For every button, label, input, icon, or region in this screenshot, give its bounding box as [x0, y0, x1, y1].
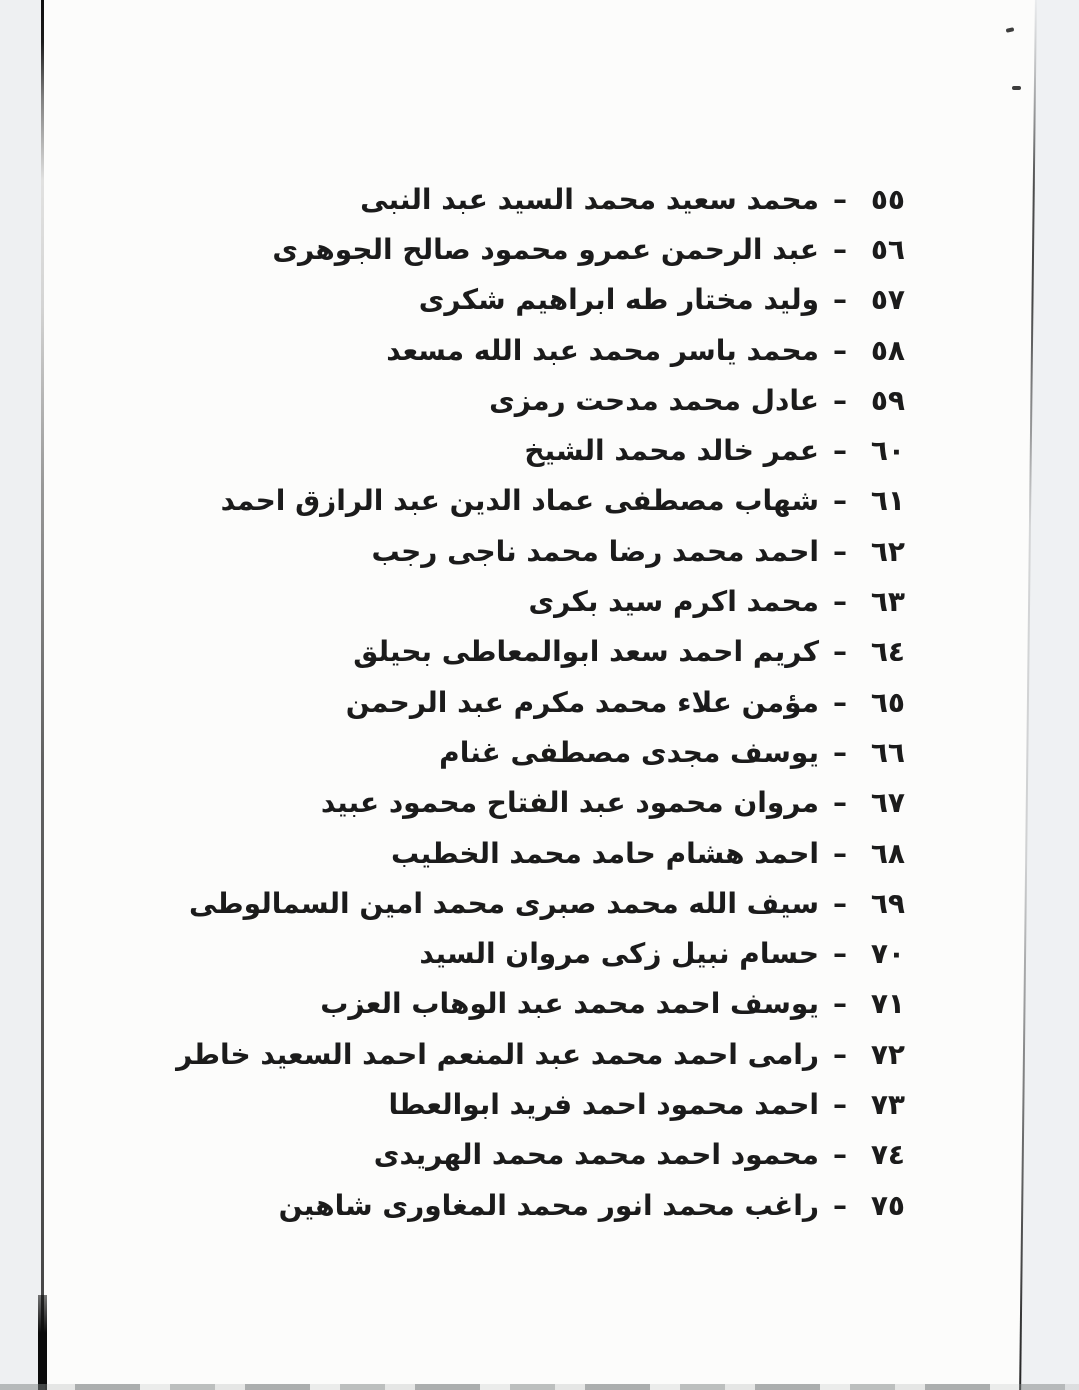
- entry-separator: –: [833, 484, 847, 518]
- list-item: [55, 224, 905, 274]
- list-item: [55, 174, 905, 224]
- entry-name: شهاب مصطفى عماد الدين عبد الرازق احمد: [220, 484, 819, 518]
- scan-speck: [1006, 27, 1015, 33]
- entry-number: ٦٨: [870, 836, 905, 870]
- entry-name: محمد سعيد محمد السيد عبد النبى: [360, 182, 819, 216]
- list-item: [55, 375, 905, 425]
- entry-separator: –: [833, 434, 847, 468]
- entry-number: ٦٠: [870, 434, 905, 468]
- entry-name: يوسف احمد محمد عبد الوهاب العزب: [320, 987, 819, 1021]
- entry-name: مؤمن علاء محمد مكرم عبد الرحمن: [345, 685, 819, 719]
- list-item: [55, 627, 905, 677]
- entry-number: ٧٣: [870, 1087, 905, 1121]
- entry-separator: –: [833, 383, 847, 417]
- entry-number: ٧١: [870, 987, 905, 1021]
- entry-number: ٦٩: [870, 886, 905, 920]
- list-item: [55, 275, 905, 325]
- entry-name: محمود احمد محمد محمد الهريدى: [373, 1138, 819, 1172]
- entry-name: محمد اكرم سيد بكرى: [528, 585, 819, 619]
- list-item: [55, 727, 905, 777]
- entry-number: ٦٢: [870, 534, 905, 568]
- entry-separator: –: [833, 1087, 847, 1121]
- entry-separator: –: [833, 786, 847, 820]
- list-item: [55, 979, 905, 1029]
- entry-name: احمد محمود احمد فريد ابوالعطا: [388, 1087, 819, 1121]
- entry-name: عمر خالد محمد الشيخ: [524, 434, 819, 468]
- list-item: [55, 828, 905, 878]
- entry-number: ٥٧: [870, 283, 905, 317]
- entry-separator: –: [833, 333, 847, 367]
- list-item: [55, 1029, 905, 1079]
- entry-number: ٧٢: [870, 1037, 905, 1071]
- entry-separator: –: [833, 1188, 847, 1222]
- entry-number: ٥٦: [870, 232, 905, 266]
- page-edge-line-left: [41, 0, 44, 1390]
- entry-name: سيف الله محمد صبرى محمد امين السمالوطى: [188, 886, 819, 920]
- entry-name: عبد الرحمن عمرو محمود صالح الجوهرى: [272, 232, 819, 266]
- entry-separator: –: [833, 635, 847, 669]
- entry-number: ٧٠: [870, 937, 905, 971]
- entry-separator: –: [833, 1037, 847, 1071]
- entry-number: ٥٩: [870, 383, 905, 417]
- entry-name: محمد ياسر محمد عبد الله مسعد: [386, 333, 819, 367]
- entry-name: احمد محمد رضا محمد ناجى رجب: [371, 534, 819, 568]
- list-item: [55, 476, 905, 526]
- scanner-margin-right: [1019, 0, 1079, 1390]
- entry-number: ٦٣: [870, 585, 905, 619]
- list-item: [55, 576, 905, 626]
- list-item: [55, 526, 905, 576]
- page-edge-line-right: [1019, 0, 1037, 1390]
- entry-separator: –: [833, 182, 847, 216]
- entry-name: احمد هشام حامد محمد الخطيب: [391, 836, 819, 870]
- scanner-margin-left: [0, 0, 41, 1390]
- entry-separator: –: [833, 1138, 847, 1172]
- entry-separator: –: [833, 685, 847, 719]
- entry-separator: –: [833, 886, 847, 920]
- list-item: [55, 677, 905, 727]
- entry-number: ٧٤: [870, 1138, 905, 1172]
- list-item: [55, 425, 905, 475]
- entry-name: حسام نبيل زكى مروان السيد: [419, 937, 819, 971]
- list-item: [55, 1130, 905, 1180]
- entry-separator: –: [833, 937, 847, 971]
- entry-separator: –: [833, 585, 847, 619]
- entry-number: ٦١: [870, 484, 905, 518]
- scan-bottom-band: [0, 1384, 1079, 1390]
- entry-name: رامى احمد محمد عبد المنعم احمد السعيد خاطر: [176, 1037, 819, 1071]
- entry-name: عادل محمد مدحت رمزى: [489, 383, 819, 417]
- entry-separator: –: [833, 735, 847, 769]
- entry-separator: –: [833, 534, 847, 568]
- entry-separator: –: [833, 283, 847, 317]
- list-item: [55, 325, 905, 375]
- numbered-name-list: [55, 174, 905, 1230]
- entry-separator: –: [833, 987, 847, 1021]
- entry-number: ٦٧: [870, 786, 905, 820]
- entry-number: ٦٥: [870, 685, 905, 719]
- entry-number: ٦٦: [870, 735, 905, 769]
- list-item: [55, 1180, 905, 1230]
- entry-number: ٦٤: [870, 635, 905, 669]
- entry-number: ٥٥: [870, 182, 905, 216]
- entry-number: ٥٨: [870, 333, 905, 367]
- entry-name: وليد مختار طه ابراهيم شكرى: [418, 283, 819, 317]
- page-edge-line-left-bottom: [38, 1295, 47, 1390]
- entry-separator: –: [833, 836, 847, 870]
- list-item: [55, 778, 905, 828]
- entry-name: كريم احمد سعد ابوالمعاطى بحيلق: [353, 635, 819, 669]
- entry-separator: –: [833, 232, 847, 266]
- list-item: [55, 878, 905, 928]
- list-item: [55, 1079, 905, 1129]
- entry-name: راغب محمد انور محمد المغاورى شاهين: [278, 1188, 819, 1222]
- entry-name: يوسف مجدى مصطفى غنام: [439, 735, 819, 769]
- scan-speck: [1012, 86, 1021, 90]
- entry-name: مروان محمود عبد الفتاح محمود عبيد: [320, 786, 819, 820]
- list-item: [55, 928, 905, 978]
- entry-number: ٧٥: [870, 1188, 905, 1222]
